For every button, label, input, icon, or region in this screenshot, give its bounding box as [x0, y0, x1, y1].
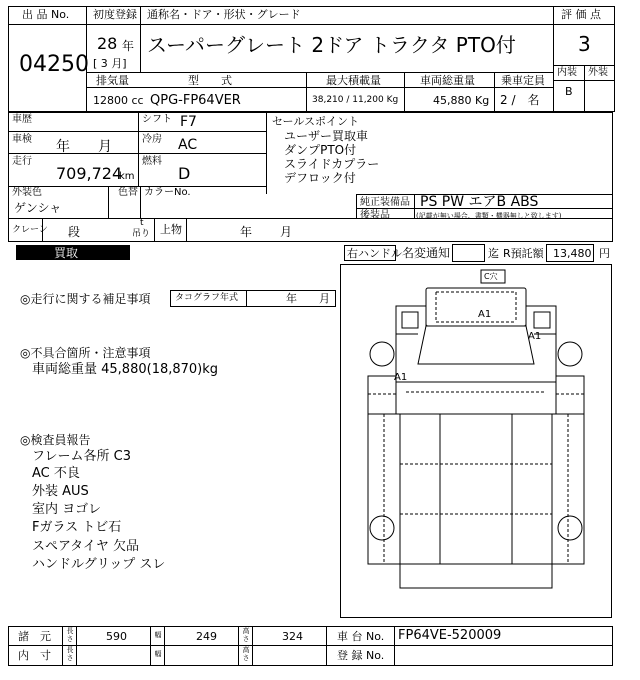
color-code-label: 色替: [118, 187, 138, 198]
fuel-value: D: [178, 164, 191, 183]
inspector-item-1: フレーム各所 C3: [32, 449, 131, 464]
ac-value: AC: [178, 137, 198, 153]
model-value: QPG-FP64VER: [150, 93, 241, 108]
retrofit-label: 後装品: [360, 210, 390, 221]
r-tax-unit: 円: [599, 247, 610, 260]
mileage-value: 709,724: [56, 164, 123, 183]
displacement-label: 排気量: [96, 74, 129, 87]
sales-points-label: セールスポイント: [272, 115, 360, 128]
name-change-label: 名変通知: [402, 246, 451, 260]
mileage-unit: km: [119, 171, 135, 182]
registration-label: 登 録 No.: [337, 649, 385, 662]
chassis-label: 車 台 No.: [337, 630, 385, 643]
exterior-color-label: 外装色: [12, 187, 42, 198]
inspection-label: 車検: [12, 134, 32, 145]
r-tax-prefix: 迄: [488, 247, 499, 260]
defects-label: ◎不具合箇所・注意事項: [20, 346, 151, 360]
chassis-value: FP64VE-520009: [398, 628, 502, 643]
c-hole-label: C穴: [484, 272, 498, 281]
truck-outline-drawing: [340, 264, 612, 618]
crane-stage: 段: [68, 225, 81, 239]
equipment-label: 純正装備品: [360, 197, 410, 208]
history-label: 車歴: [12, 114, 32, 125]
length-label: 長さ: [66, 627, 74, 643]
exterior-label: 外装: [588, 67, 608, 78]
inspection-value: 年 月: [56, 139, 112, 155]
name-label: 通称名・ドア・形状・グレード: [147, 8, 301, 21]
crane-label: クレーン: [12, 225, 48, 235]
rhd-label: 右ハンドル: [347, 247, 402, 260]
lot-label: 出 品 No.: [22, 8, 70, 21]
gross-weight-label: 車両総重量: [420, 74, 475, 87]
tachograph-label: タコグラフ年式: [175, 293, 239, 303]
reg-year-unit: 年: [122, 39, 135, 53]
upper-label: 上物: [160, 223, 182, 236]
retrofit-note: (記載が無い場合、書類・機器無しと致します): [416, 212, 562, 220]
damage-mark-roof: A1: [478, 309, 492, 320]
model-label: 型 式: [188, 74, 232, 87]
interior-label: 内装: [557, 67, 577, 78]
vehicle-name: スーパーグレート 2ドア トラクタ PTO付: [147, 33, 516, 57]
r-tax-label: R預託額: [503, 247, 544, 260]
shift-value: F7: [180, 114, 197, 130]
exterior-color-value: ゲンシャ: [14, 201, 62, 215]
upper-year: 年: [240, 225, 253, 239]
width-label: 幅: [154, 631, 162, 639]
tachograph-value: 年 月: [286, 292, 330, 305]
inspector-label: ◎検査員報告: [20, 433, 91, 447]
displacement-value: 12800 cc: [93, 94, 144, 107]
defects-text: 車両総重量 45,880(18,870)kg: [32, 362, 219, 377]
inspector-item-4: 室内 ヨゴレ: [32, 502, 102, 517]
inspector-item-5: Fガラス トビ石: [32, 520, 122, 535]
lot-number: 04250: [19, 52, 89, 77]
sales-point-3: スライドカプラー: [284, 157, 380, 171]
inner-width-label: 幅: [154, 650, 162, 658]
reg-year: 28: [97, 34, 118, 53]
r-tax-value: 13,480: [553, 247, 592, 260]
reg-month: [ 3 月]: [93, 57, 127, 70]
height-label: 高さ: [242, 627, 250, 643]
inner-length-label: 長さ: [66, 646, 74, 662]
width-value: 249: [196, 630, 217, 643]
footer-dims: [8, 626, 613, 666]
crane-ton: t: [140, 218, 144, 228]
inner-height-label: 高さ: [242, 646, 250, 662]
mileage-label: 走行: [12, 156, 32, 167]
sales-point-1: ユーザー買取車: [284, 129, 369, 143]
sales-point-4: デフロック付: [284, 171, 356, 185]
grade-label: 評 価 点: [561, 8, 601, 21]
sales-point-2: ダンプPTO付: [284, 143, 357, 157]
dims-label: 諸 元: [18, 630, 51, 643]
length-value: 590: [106, 630, 127, 643]
inspector-item-6: スペアタイヤ 欠品: [32, 539, 139, 554]
capacity-label: 乗車定員: [501, 74, 545, 87]
color-no-label: カラーNo.: [144, 187, 191, 198]
inspector-item-2: AC 不良: [32, 466, 80, 481]
crane-lift: 吊り: [132, 229, 151, 239]
damage-mark-right: A1: [528, 331, 542, 342]
ac-label: 冷房: [142, 134, 162, 145]
equipment-value: PS PW エアB ABS: [420, 194, 539, 210]
first-reg-label: 初度登録: [93, 8, 137, 21]
inner-label: 内 寸: [18, 649, 51, 662]
damage-mark-left: A1: [394, 372, 408, 383]
capacity-value: 2 / 名: [500, 93, 540, 107]
grade-value: 3: [578, 32, 591, 56]
supplement-label: ◎走行に関する補足事項: [20, 292, 151, 306]
inspector-item-3: 外装 AUS: [32, 484, 89, 499]
height-value: 324: [282, 630, 303, 643]
upper-month: 月: [280, 225, 293, 239]
gross-weight-value: 45,880 Kg: [433, 94, 490, 107]
name-change-box: [452, 244, 485, 262]
max-load-value: 38,210 / 11,200 Kg: [312, 95, 399, 105]
purchase-label: 買取: [54, 246, 79, 260]
shift-label: シフト: [142, 114, 172, 125]
fuel-label: 燃料: [142, 156, 162, 167]
max-load-label: 最大積載量: [326, 74, 381, 87]
inspector-item-7: ハンドルグリップ スレ: [32, 557, 166, 572]
interior-grade: B: [565, 85, 573, 98]
